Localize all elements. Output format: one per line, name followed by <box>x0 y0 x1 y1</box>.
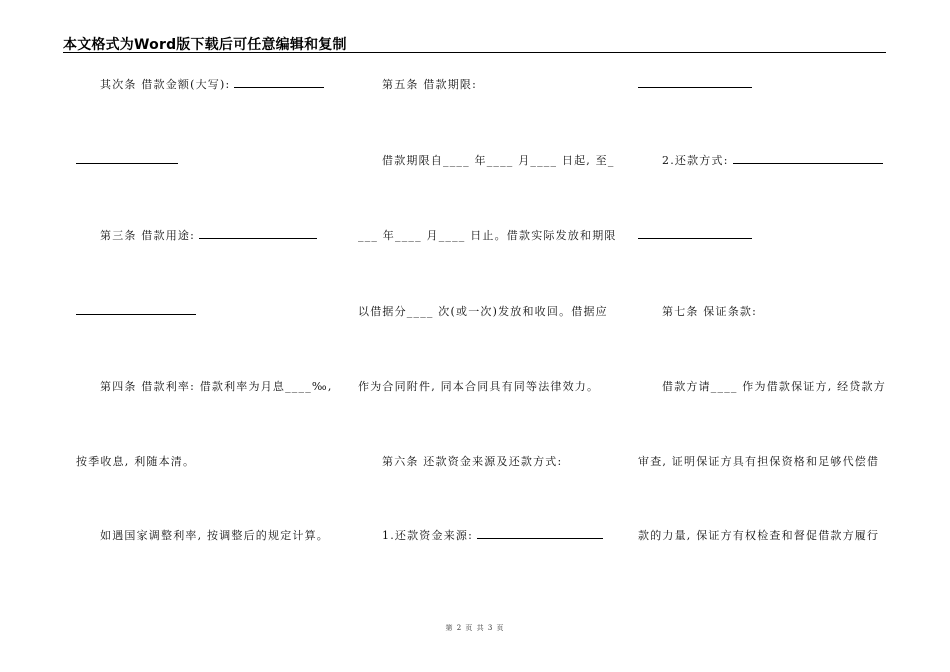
fill-in-blank <box>477 529 603 539</box>
text-line <box>358 229 617 243</box>
line-text: 作为合同附件, 同本合同具有同等法律效力。 <box>358 380 600 393</box>
line-text: 如遇国家调整利率, 按调整后的规定计算。 <box>100 529 329 542</box>
text-line <box>100 78 324 92</box>
fill-in-blank <box>638 78 752 88</box>
fill-in-blank <box>733 154 883 164</box>
text-line <box>382 154 615 168</box>
text-line <box>358 305 608 319</box>
line-text: 以借据分____ 次(或一次)发放和收回。借据应 <box>358 305 608 318</box>
text-line <box>638 455 879 469</box>
fill-in-blank <box>76 305 196 315</box>
text-line <box>638 229 752 243</box>
line-text: 2.还款方式: <box>662 154 729 167</box>
text-line <box>382 529 603 543</box>
text-line <box>358 380 599 394</box>
text-line <box>662 154 883 168</box>
line-text: 借款期限自____ 年____ 月____ 日起, 至_ <box>382 154 615 167</box>
line-text: 款的力量, 保证方有权检查和督促借款方履行 <box>638 529 880 542</box>
text-line <box>100 229 317 243</box>
line-text: 第七条 保证条款: <box>662 305 758 318</box>
line-text: 第四条 借款利率: 借款利率为月息____‰, <box>100 380 333 393</box>
text-line <box>662 380 886 394</box>
text-line <box>100 380 333 394</box>
line-text: 按季收息, 利随本清。 <box>76 455 196 468</box>
text-line <box>638 529 879 543</box>
text-line <box>76 305 196 319</box>
text-line <box>662 305 757 319</box>
page-footer: 第 2 页 共 3 页 <box>445 624 505 632</box>
line-text: ___ 年____ 月____ 日止。借款实际发放和期限 <box>358 229 617 242</box>
line-text: 第五条 借款期限: <box>382 78 478 91</box>
line-text: 其次条 借款金额(大写): <box>100 78 231 91</box>
text-line <box>76 455 195 469</box>
page-header <box>63 34 886 53</box>
line-text: 第三条 借款用途: <box>100 229 196 242</box>
fill-in-blank <box>234 78 324 88</box>
text-line <box>76 154 178 168</box>
fill-in-blank <box>76 154 178 164</box>
fill-in-blank <box>638 229 752 239</box>
line-text: 借款方请____ 作为借款保证方, 经贷款方 <box>662 380 886 393</box>
header-title: 本文格式为Word版下载后可任意编辑和复制 <box>63 37 347 53</box>
text-line <box>382 455 562 469</box>
text-line <box>382 78 477 92</box>
line-text: 1.还款资金来源: <box>382 529 474 542</box>
text-line <box>100 529 329 543</box>
text-line <box>638 78 752 92</box>
line-text: 审查, 证明保证方具有担保资格和足够代偿借 <box>638 455 880 468</box>
line-text: 第六条 还款资金来源及还款方式: <box>382 455 563 468</box>
fill-in-blank <box>199 229 317 239</box>
